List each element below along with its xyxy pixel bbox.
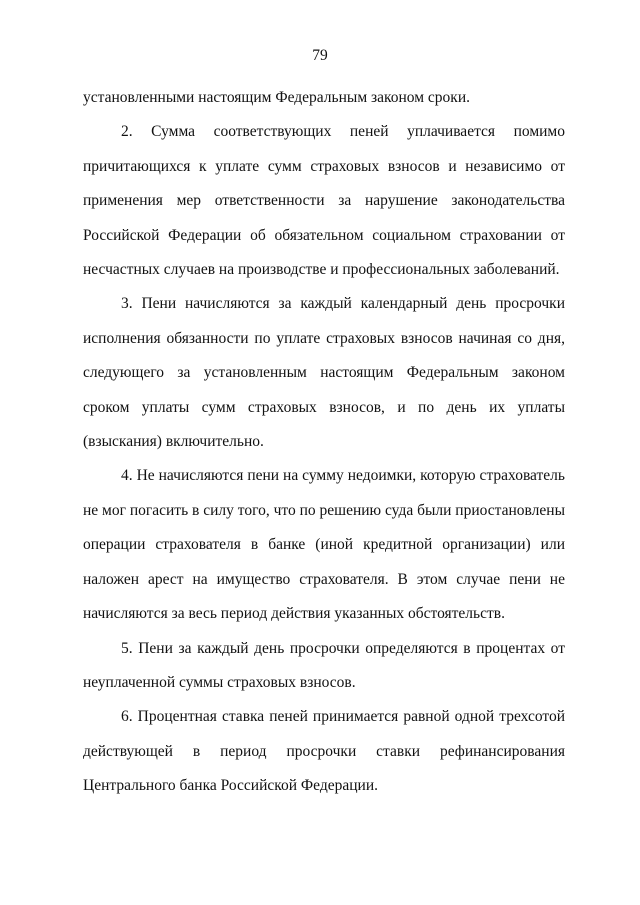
paragraph-6: 6. Процентная ставка пеней принимается равной одной трехсотой действующей в период просрочки ставки рефинансирования Центрального банка Российской Федерации.: [83, 708, 565, 795]
paragraph-continuation: установленными настоящим Федеральным законом сроки.: [83, 89, 471, 106]
page-number: 79: [312, 47, 328, 64]
paragraph-5: 5. Пени за каждый день просрочки определяются в процентах от неуплаченной суммы страховых взносов.: [83, 639, 565, 691]
paragraph-3: 3. Пени начисляются за каждый календарный день просрочки исполнения обязанности по уплате страховых взносов начиная со дня, следующего за установленным настоящим Федеральным законом сроком уплаты сумм страховых взносов, и по день их уплаты (взыскания) включительно.: [83, 295, 565, 451]
document-body: [83, 81, 565, 804]
paragraph-4: 4. Не начисляются пени на сумму недоимки, которую страхователь не мог погасить в силу того, что по решению суда были приостановлены операции страхователя в банке (иной кредитной организации) или наложен арест на имущество страхователя. В этом случае пени не начисляются за весь период действия указанных обстоятельств.: [83, 467, 565, 623]
paragraph-2: 2. Сумма соответствующих пеней уплачивается помимо причитающихся к уплате сумм страховых взносов и независимо от применения мер ответственности за нарушение законодательства Российской Федерации об обязательном социальном страховании от несчастных случаев на производстве и профессиональных заболеваний.: [83, 123, 565, 279]
